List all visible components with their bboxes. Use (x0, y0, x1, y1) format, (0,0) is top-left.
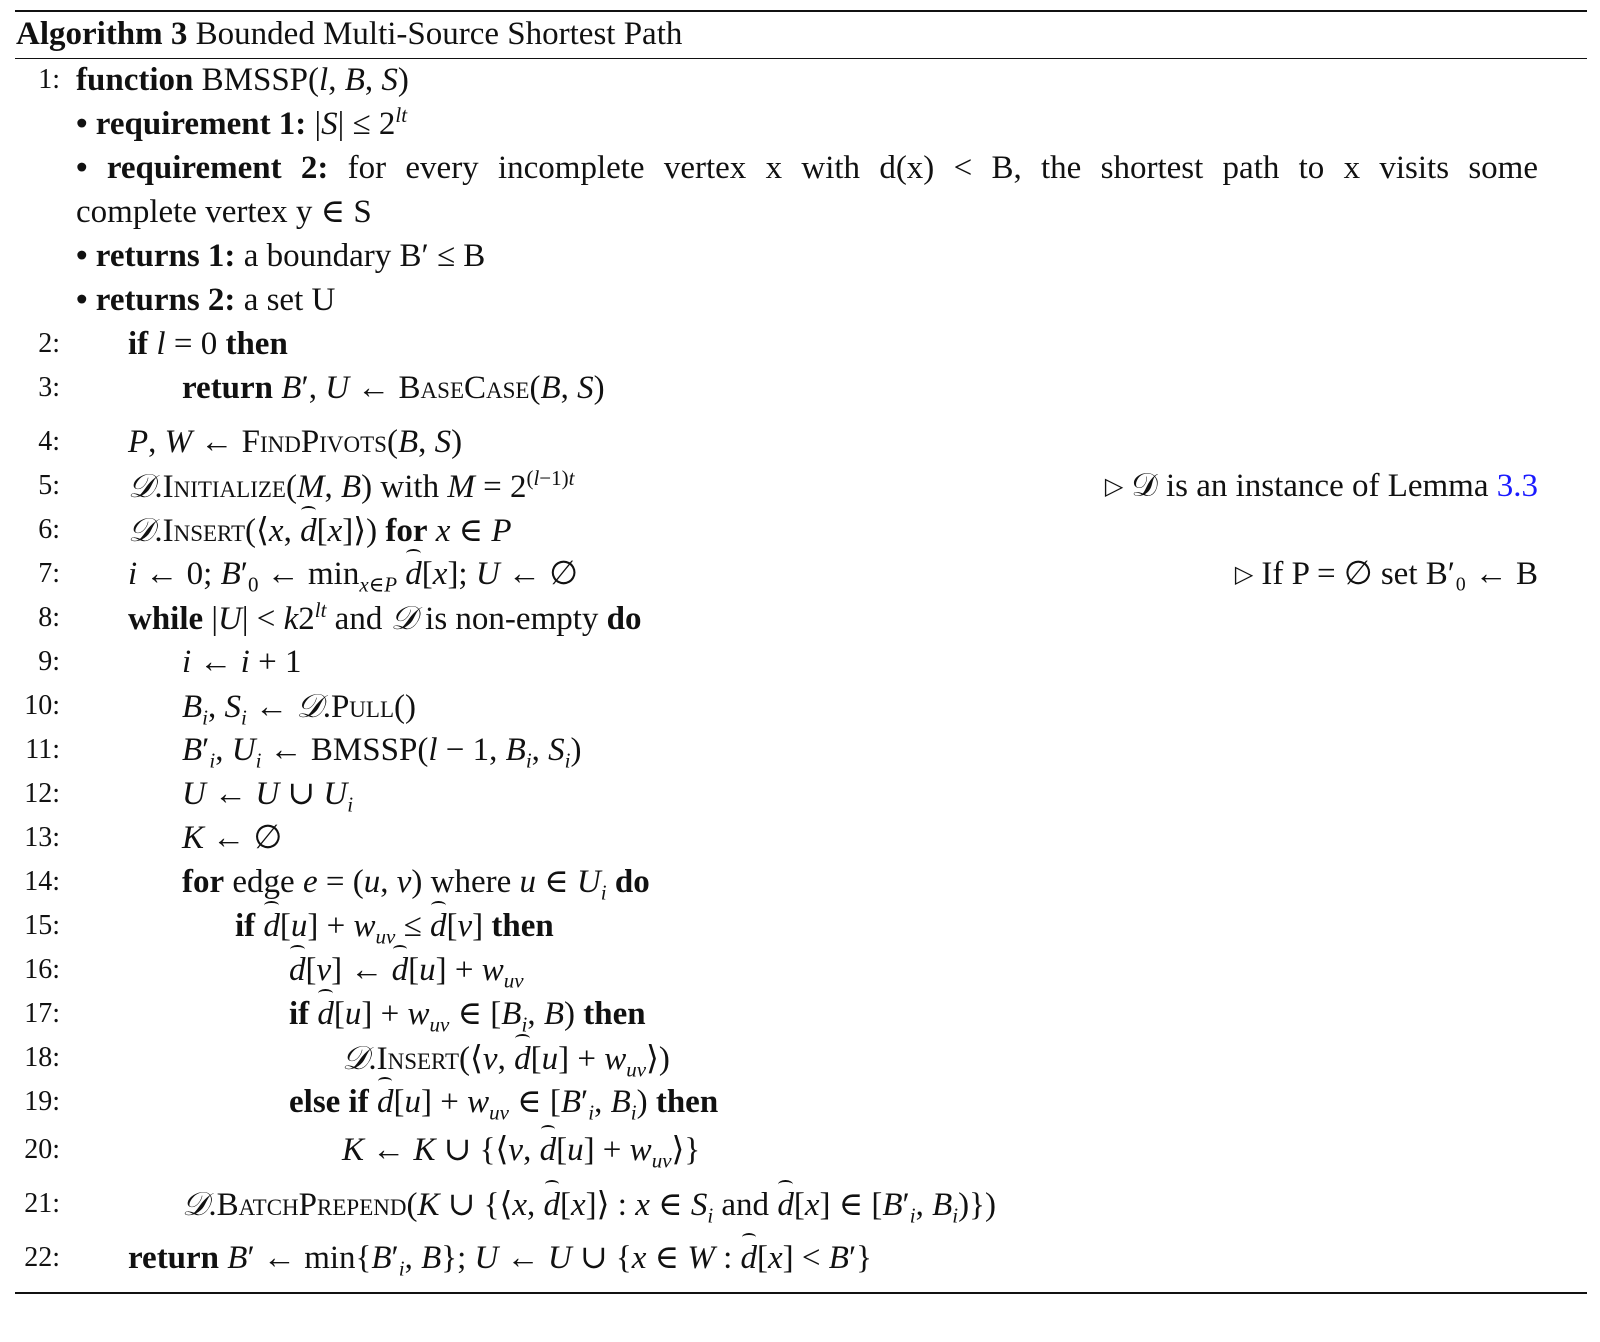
line-code: 𝒟.Initialize(M, B) with $M = 2^{(l-1)t}$ (128, 466, 575, 505)
line-16 (0, 948, 1600, 992)
line-10 (0, 684, 1600, 728)
line-number: 10: (24, 690, 60, 721)
line-8 (0, 596, 1600, 640)
returns-2 (0, 278, 1600, 322)
returns-1 (0, 234, 1600, 278)
line-number: 14: (24, 866, 60, 897)
line-code: return B′ ← $\min\{B'_i$, B}; U ← U ∪ {x ∈ W : d[x] < B′} (128, 1236, 872, 1280)
line-21 (0, 1182, 1600, 1226)
line-number: 1: (38, 64, 60, 95)
line-code: U ← U ∪ $U_i$ (182, 776, 354, 817)
line-4 (0, 420, 1600, 464)
algorithm-title: Bounded Multi-Source Shortest Path (195, 16, 683, 52)
line-number: 22: (24, 1242, 60, 1273)
line-number: 8: (38, 602, 60, 633)
line-code: if l = 0 then (128, 326, 288, 362)
line-number: 17: (24, 998, 60, 1029)
line-code: i ← 0; $B'_0$ ← $\min_{x\in P} d[x]$; U ← ∅ (128, 552, 578, 596)
line-number: 9: (38, 646, 60, 677)
line-7 (0, 552, 1600, 596)
line-code: return B′, U ← BaseCase(B, S) (182, 370, 605, 406)
line-code: • returns 2: a set U (76, 282, 336, 318)
line-code: 𝒟.BatchPrepend(K ∪ {⟨x, d[x]⟩ : x ∈ $S_i$ and d[x] ∈ [$B'_i$, $B_i$)}) (182, 1184, 996, 1228)
line-6 (0, 508, 1600, 552)
line-number: 21: (24, 1188, 60, 1219)
line-code: $B'_i$, $U_i$ ← BMSSP(l − 1, $B_i$, $S_i$) (182, 732, 582, 773)
line-code: for edge e = (u, v) where u ∈ $U_i$ do (182, 864, 650, 905)
line-12 (0, 772, 1600, 816)
line-number: 20: (24, 1134, 60, 1165)
line-20 (0, 1128, 1600, 1172)
line-15 (0, 904, 1600, 948)
line-code: • requirement 1: $|S| \le 2^{lt}$ (76, 103, 408, 142)
line-number: 13: (24, 822, 60, 853)
line-number: 4: (38, 426, 60, 457)
line-code: K ← ∅ (182, 820, 283, 856)
comment-lemma: ▷ 𝒟 is an instance of Lemma 3.3 (1104, 468, 1538, 504)
line-code: • requirement 2: for every incomplete vertex x with d(x) < B, the shortest path to x visits some (76, 150, 1538, 186)
line-number: 2: (38, 328, 60, 359)
line-number: 15: (24, 910, 60, 941)
line-9 (0, 640, 1600, 684)
line-code: else if $d[u] + w_{uv}$ ∈ [$B'_i$, $B_i$) then (289, 1080, 718, 1124)
line-number: 19: (24, 1086, 60, 1117)
line-code: • returns 1: a boundary B′ ≤ B (76, 238, 486, 274)
line-14 (0, 860, 1600, 904)
line-2 (0, 322, 1600, 366)
line-17 (0, 992, 1600, 1036)
requirement-2 (0, 146, 1600, 190)
line-5 (0, 464, 1600, 508)
line-code: if $d[u] + w_{uv}$ ∈ [$B_i$, B) then (289, 992, 646, 1036)
comment-triangle-icon: ▷ (1234, 562, 1254, 588)
line-code: 𝒟.Insert(⟨x, d[x]⟩) for x ∈ P (128, 508, 512, 553)
algorithm-caption (16, 12, 682, 56)
lemma-reference-link[interactable]: 3.3 (1496, 468, 1538, 504)
line-code: complete vertex y ∈ S (76, 194, 372, 230)
bottom-rule (15, 1292, 1587, 1294)
line-number: 18: (24, 1042, 60, 1073)
algorithm-label: Algorithm 3 (16, 16, 188, 52)
line-number: 7: (38, 558, 60, 589)
line-22 (0, 1236, 1600, 1280)
line-3 (0, 366, 1600, 410)
line-number: 5: (38, 470, 60, 501)
line-code: while $|U| < k2^{lt}$ and 𝒟 is non-empty do (128, 598, 642, 637)
line-code: if $d[u] + w_{uv} \le d[v]$ then (235, 904, 554, 948)
requirement-2-cont (0, 190, 1600, 234)
line-18 (0, 1036, 1600, 1080)
line-code: i ← i + 1 (182, 644, 302, 680)
line-13 (0, 816, 1600, 860)
comment-empty-pivots: ▷ If P = ∅ set B′₀ ← B (1234, 556, 1538, 592)
line-number: 3: (38, 372, 60, 403)
line-code: function BMSSP(l, B, S) (76, 62, 409, 98)
line-code: d[v] ← $d[u] + w_{uv}$ (289, 948, 524, 992)
line-number: 16: (24, 954, 60, 985)
line-code: $B_i$, $S_i$ ← 𝒟.Pull() (182, 686, 416, 730)
line-number: 6: (38, 514, 60, 545)
line-code: P, W ← FindPivots(B, S) (128, 424, 463, 460)
line-1 (0, 58, 1600, 102)
requirement-1 (0, 102, 1600, 146)
comment-triangle-icon: ▷ (1104, 474, 1124, 500)
line-code: K ← K ∪ {⟨v, $d[u] + w_{uv}⟩$} (342, 1128, 700, 1172)
line-number: 11: (25, 734, 60, 765)
line-19 (0, 1080, 1600, 1124)
line-code: 𝒟.Insert(⟨v, $d[u] + w_{uv}⟩$) (342, 1038, 670, 1082)
line-11 (0, 728, 1600, 772)
line-number: 12: (24, 778, 60, 809)
